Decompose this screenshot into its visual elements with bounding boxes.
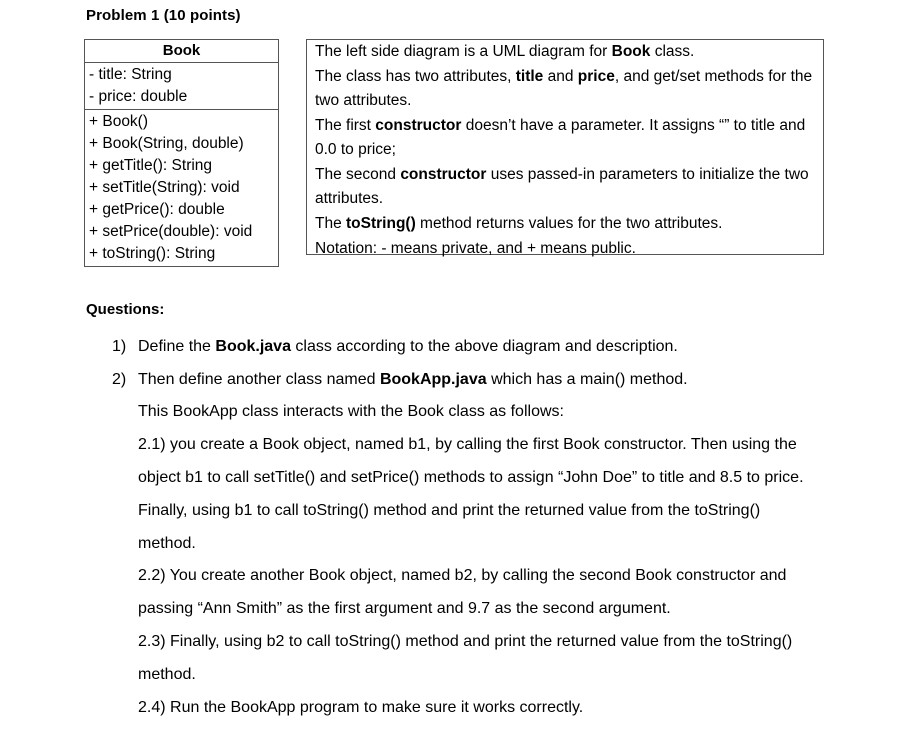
question-text-line: method. [138,666,196,683]
uml-attribute: - price: double [89,88,188,105]
desc-paragraph-3: The first constructor doesn’t have a parameter. It assigns “” to title and 0.0 to price; [315,117,806,158]
desc-paragraph-1: The left side diagram is a UML diagram for Book class. [315,43,695,60]
question-text-line: method. [138,535,196,552]
question-text-line: 2.3) Finally, using b2 to call toString() method and print the returned value from the toString() [138,633,793,650]
question-text-line: 2.2) You create another Book object, named b2, by calling the second Book constructor and [138,567,787,584]
desc-paragraph-5: The toString() method returns values for the two attributes. [315,215,723,232]
class-description-box [306,39,824,255]
question-2: 2) Then define another class named BookApp.java which has a main() method. [112,371,688,388]
uml-class-diagram [84,39,279,267]
question-text-line: 2.1) you create a Book object, named b1, by calling the first Book constructor. Then using the [138,436,797,453]
uml-method: + getPrice(): double [89,201,225,218]
question-1: 1) Define the Book.java class according to the above diagram and description. [112,338,678,355]
uml-method: + toString(): String [89,245,216,262]
uml-method: + setTitle(String): void [89,179,240,196]
uml-method: + getTitle(): String [89,157,213,174]
uml-methods [85,110,278,266]
question-text-line: passing “Ann Smith” as the first argument and 9.7 as the second argument. [138,600,671,617]
question-text-line: 2.4) Run the BookApp program to make sure it works correctly. [138,699,584,716]
uml-method: + Book(String, double) [89,135,244,152]
uml-attributes [85,63,278,110]
desc-paragraph-4: The second constructor uses passed-in parameters to initialize the two attributes. [315,166,809,207]
question-text-line: This BookApp class interacts with the Book class as follows: [138,403,564,420]
problem-title: Problem 1 (10 points) [86,7,241,24]
question-text-line: object b1 to call setTitle() and setPrice() methods to assign “John Doe” to title and 8.5 to price. [138,469,804,486]
uml-method: + setPrice(double): void [89,223,253,240]
uml-class-name: Book [85,40,278,63]
uml-method: + Book() [89,113,149,130]
uml-attribute: - title: String [89,66,172,83]
desc-paragraph-6: Notation: - means private, and + means public. [315,240,636,257]
desc-paragraph-2: The class has two attributes, title and price, and get/set methods for the two attributes. [315,68,813,109]
questions-heading: Questions: [86,301,165,318]
question-text-line: Finally, using b1 to call toString() method and print the returned value from the toString() [138,502,761,519]
